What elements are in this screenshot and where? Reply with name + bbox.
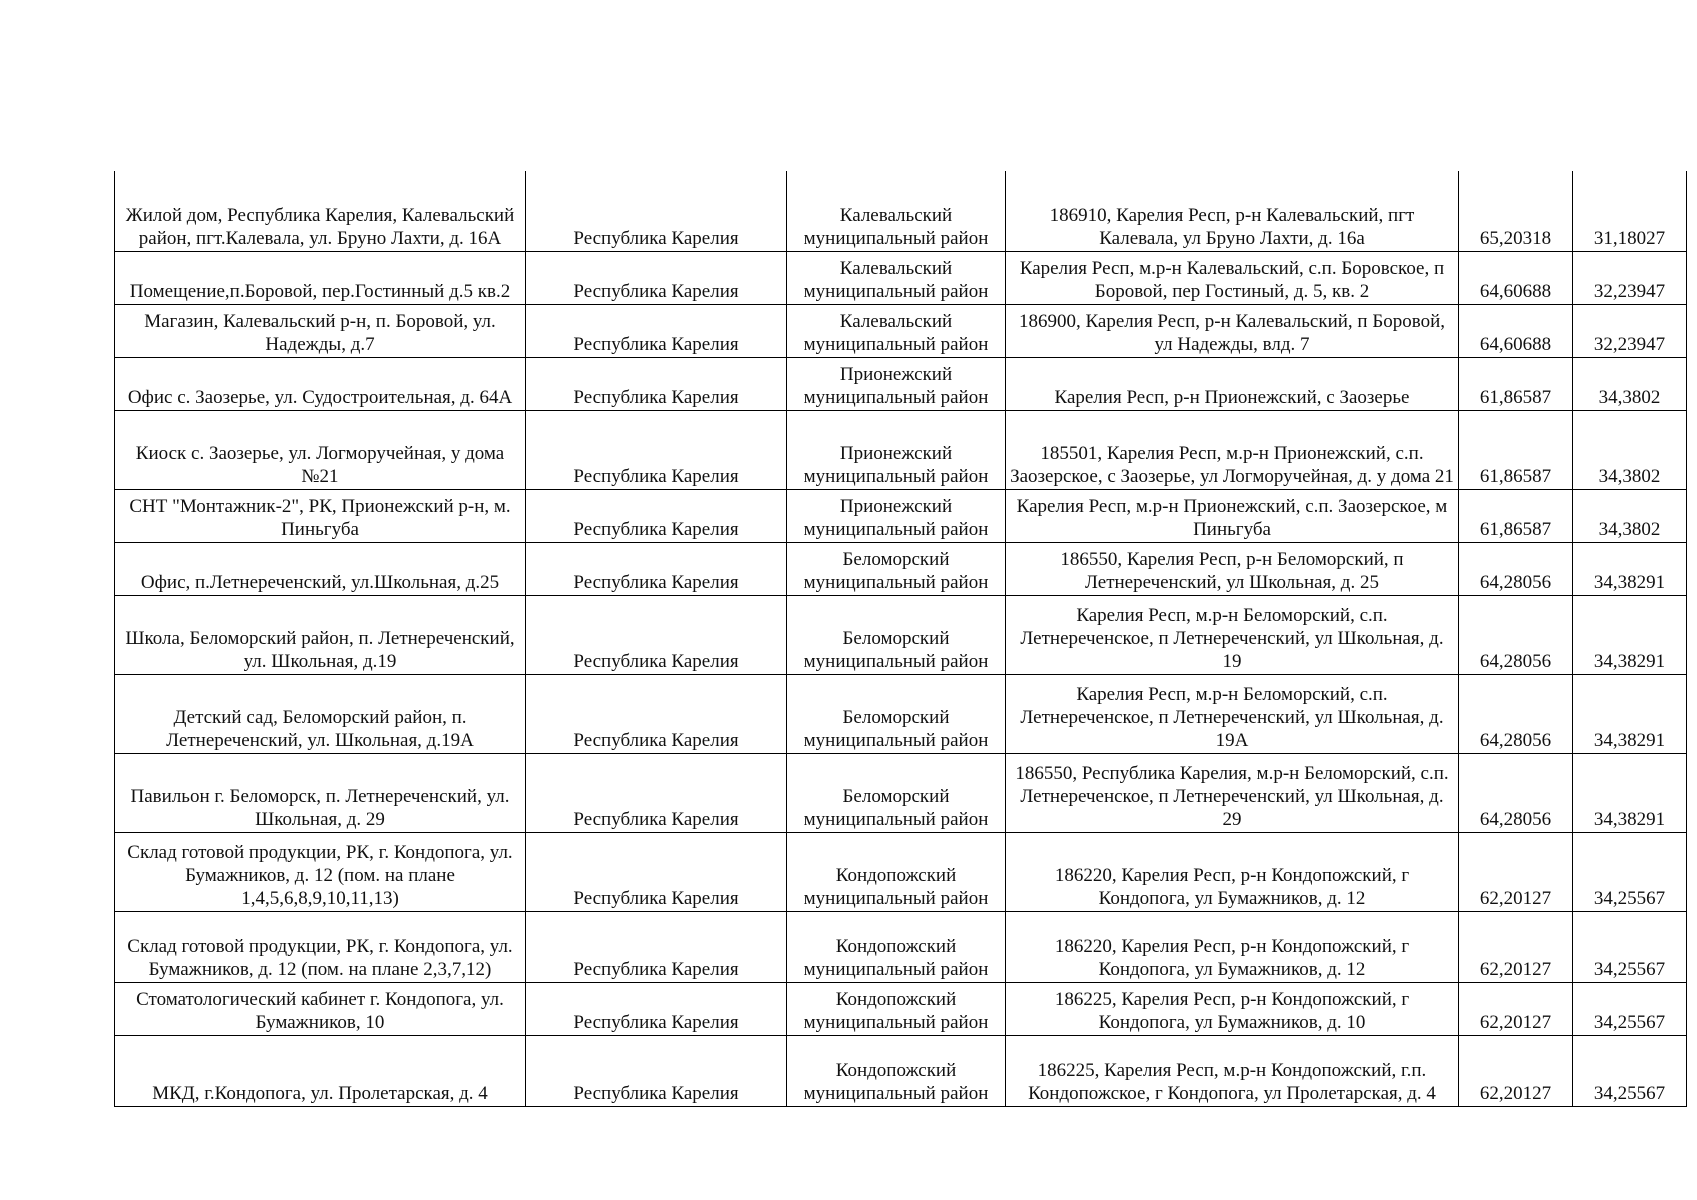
address-cell: 186220, Карелия Респ, р-н Кондопожский, г Кондопога, ул Бумажников, д. 12 <box>1006 832 1459 911</box>
object-name-cell: Склад готовой продукции, РК, г. Кондопога, ул. Бумажников, д. 12 (пом. на плане 1,4,5,6,8,9,10,11,13) <box>115 832 526 911</box>
latitude-cell: 64,60688 <box>1459 304 1573 357</box>
table-body <box>115 171 1687 1106</box>
table-row <box>115 1035 1687 1106</box>
table-row <box>115 911 1687 982</box>
district-cell: Калевальский муниципальный район <box>787 304 1006 357</box>
longitude-cell: 34,3802 <box>1573 357 1687 410</box>
latitude-cell: 61,86587 <box>1459 489 1573 542</box>
region-cell: Республика Карелия <box>526 489 787 542</box>
address-cell: 186550, Карелия Респ, р-н Беломорский, п Летнереченский, ул Школьная, д. 25 <box>1006 542 1459 595</box>
table-row <box>115 542 1687 595</box>
longitude-cell: 34,38291 <box>1573 542 1687 595</box>
latitude-cell: 64,28056 <box>1459 595 1573 674</box>
region-cell: Республика Карелия <box>526 410 787 489</box>
region-cell: Республика Карелия <box>526 753 787 832</box>
region-cell: Республика Карелия <box>526 982 787 1035</box>
object-name-cell: Офис, п.Летнереченский, ул.Школьная, д.25 <box>115 542 526 595</box>
address-cell: 186550, Республика Карелия, м.р-н Беломорский, с.п. Летнереченское, п Летнереченский, ул Школьная, д. 29 <box>1006 753 1459 832</box>
object-name-cell: Стоматологический кабинет г. Кондопога, ул. Бумажников, 10 <box>115 982 526 1035</box>
object-name-cell: СНТ "Монтажник-2", РК, Прионежский р-н, м. Пиньгуба <box>115 489 526 542</box>
latitude-cell: 64,60688 <box>1459 251 1573 304</box>
table-row <box>115 304 1687 357</box>
address-cell: Карелия Респ, р-н Прионежский, с Заозерье <box>1006 357 1459 410</box>
longitude-cell: 31,18027 <box>1573 171 1687 251</box>
district-cell: Прионежский муниципальный район <box>787 489 1006 542</box>
object-name-cell: Магазин, Калевальский р-н, п. Боровой, ул. Надежды, д.7 <box>115 304 526 357</box>
region-cell: Республика Карелия <box>526 357 787 410</box>
region-cell: Республика Карелия <box>526 251 787 304</box>
latitude-cell: 61,86587 <box>1459 357 1573 410</box>
address-cell: 186220, Карелия Респ, р-н Кондопожский, г Кондопога, ул Бумажников, д. 12 <box>1006 911 1459 982</box>
object-name-cell: Павильон г. Беломорск, п. Летнереченский, ул. Школьная, д. 29 <box>115 753 526 832</box>
region-cell: Республика Карелия <box>526 674 787 753</box>
region-cell: Республика Карелия <box>526 1035 787 1106</box>
object-name-cell: МКД, г.Кондопога, ул. Пролетарская, д. 4 <box>115 1035 526 1106</box>
latitude-cell: 62,20127 <box>1459 1035 1573 1106</box>
object-name-cell: Детский сад, Беломорский район, п. Летнереченский, ул. Школьная, д.19А <box>115 674 526 753</box>
latitude-cell: 64,28056 <box>1459 753 1573 832</box>
district-cell: Прионежский муниципальный район <box>787 410 1006 489</box>
district-cell: Кондопожский муниципальный район <box>787 982 1006 1035</box>
district-cell: Кондопожский муниципальный район <box>787 832 1006 911</box>
table-row <box>115 753 1687 832</box>
table-row <box>115 595 1687 674</box>
table-row <box>115 982 1687 1035</box>
district-cell: Кондопожский муниципальный район <box>787 911 1006 982</box>
district-cell: Беломорский муниципальный район <box>787 542 1006 595</box>
object-name-cell: Склад готовой продукции, РК, г. Кондопога, ул. Бумажников, д. 12 (пом. на плане 2,3,7,12) <box>115 911 526 982</box>
object-name-cell: Помещение,п.Боровой, пер.Гостинный д.5 кв.2 <box>115 251 526 304</box>
table-row <box>115 674 1687 753</box>
district-cell: Кондопожский муниципальный район <box>787 1035 1006 1106</box>
latitude-cell: 64,28056 <box>1459 542 1573 595</box>
longitude-cell: 34,3802 <box>1573 489 1687 542</box>
district-cell: Прионежский муниципальный район <box>787 357 1006 410</box>
object-name-cell: Киоск с. Заозерье, ул. Логморучейная, у дома №21 <box>115 410 526 489</box>
region-cell: Республика Карелия <box>526 171 787 251</box>
latitude-cell: 61,86587 <box>1459 410 1573 489</box>
district-cell: Беломорский муниципальный район <box>787 674 1006 753</box>
object-name-cell: Офис с. Заозерье, ул. Судостроительная, д. 64А <box>115 357 526 410</box>
address-cell: Карелия Респ, м.р-н Калевальский, с.п. Боровское, п Боровой, пер Гостиный, д. 5, кв. 2 <box>1006 251 1459 304</box>
object-name-cell: Школа, Беломорский район, п. Летнереченский, ул. Школьная, д.19 <box>115 595 526 674</box>
latitude-cell: 62,20127 <box>1459 832 1573 911</box>
latitude-cell: 65,20318 <box>1459 171 1573 251</box>
longitude-cell: 34,38291 <box>1573 595 1687 674</box>
address-cell: 186910, Карелия Респ, р-н Калевальский, пгт Калевала, ул Бруно Лахти, д. 16а <box>1006 171 1459 251</box>
table-row <box>115 489 1687 542</box>
latitude-cell: 62,20127 <box>1459 911 1573 982</box>
address-cell: 186900, Карелия Респ, р-н Калевальский, п Боровой, ул Надежды, влд. 7 <box>1006 304 1459 357</box>
district-cell: Беломорский муниципальный район <box>787 595 1006 674</box>
table-row <box>115 251 1687 304</box>
objects-table <box>114 171 1687 1107</box>
longitude-cell: 34,38291 <box>1573 674 1687 753</box>
table-row <box>115 410 1687 489</box>
longitude-cell: 32,23947 <box>1573 251 1687 304</box>
object-name-cell: Жилой дом, Республика Карелия, Калевальский район, пгт.Калевала, ул. Бруно Лахти, д. 16А <box>115 171 526 251</box>
region-cell: Республика Карелия <box>526 911 787 982</box>
latitude-cell: 64,28056 <box>1459 674 1573 753</box>
longitude-cell: 34,3802 <box>1573 410 1687 489</box>
region-cell: Республика Карелия <box>526 832 787 911</box>
table-row <box>115 832 1687 911</box>
longitude-cell: 34,25567 <box>1573 911 1687 982</box>
region-cell: Республика Карелия <box>526 542 787 595</box>
address-cell: Карелия Респ, м.р-н Беломорский, с.п. Летнереченское, п Летнереченский, ул Школьная, д. 19 <box>1006 595 1459 674</box>
address-cell: Карелия Респ, м.р-н Прионежский, с.п. Заозерское, м Пиньгуба <box>1006 489 1459 542</box>
longitude-cell: 32,23947 <box>1573 304 1687 357</box>
address-cell: 186225, Карелия Респ, м.р-н Кондопожский, г.п. Кондопожское, г Кондопога, ул Пролетарская, д. 4 <box>1006 1035 1459 1106</box>
region-cell: Республика Карелия <box>526 304 787 357</box>
district-cell: Калевальский муниципальный район <box>787 171 1006 251</box>
longitude-cell: 34,25567 <box>1573 1035 1687 1106</box>
district-cell: Калевальский муниципальный район <box>787 251 1006 304</box>
district-cell: Беломорский муниципальный район <box>787 753 1006 832</box>
longitude-cell: 34,38291 <box>1573 753 1687 832</box>
longitude-cell: 34,25567 <box>1573 982 1687 1035</box>
longitude-cell: 34,25567 <box>1573 832 1687 911</box>
region-cell: Республика Карелия <box>526 595 787 674</box>
address-cell: 186225, Карелия Респ, р-н Кондопожский, г Кондопога, ул Бумажников, д. 10 <box>1006 982 1459 1035</box>
address-cell: Карелия Респ, м.р-н Беломорский, с.п. Летнереченское, п Летнереченский, ул Школьная, д. 19А <box>1006 674 1459 753</box>
address-cell: 185501, Карелия Респ, м.р-н Прионежский, с.п. Заозерское, с Заозерье, ул Логморучейная, д. у дома 21 <box>1006 410 1459 489</box>
latitude-cell: 62,20127 <box>1459 982 1573 1035</box>
table-row <box>115 357 1687 410</box>
table-row <box>115 171 1687 251</box>
